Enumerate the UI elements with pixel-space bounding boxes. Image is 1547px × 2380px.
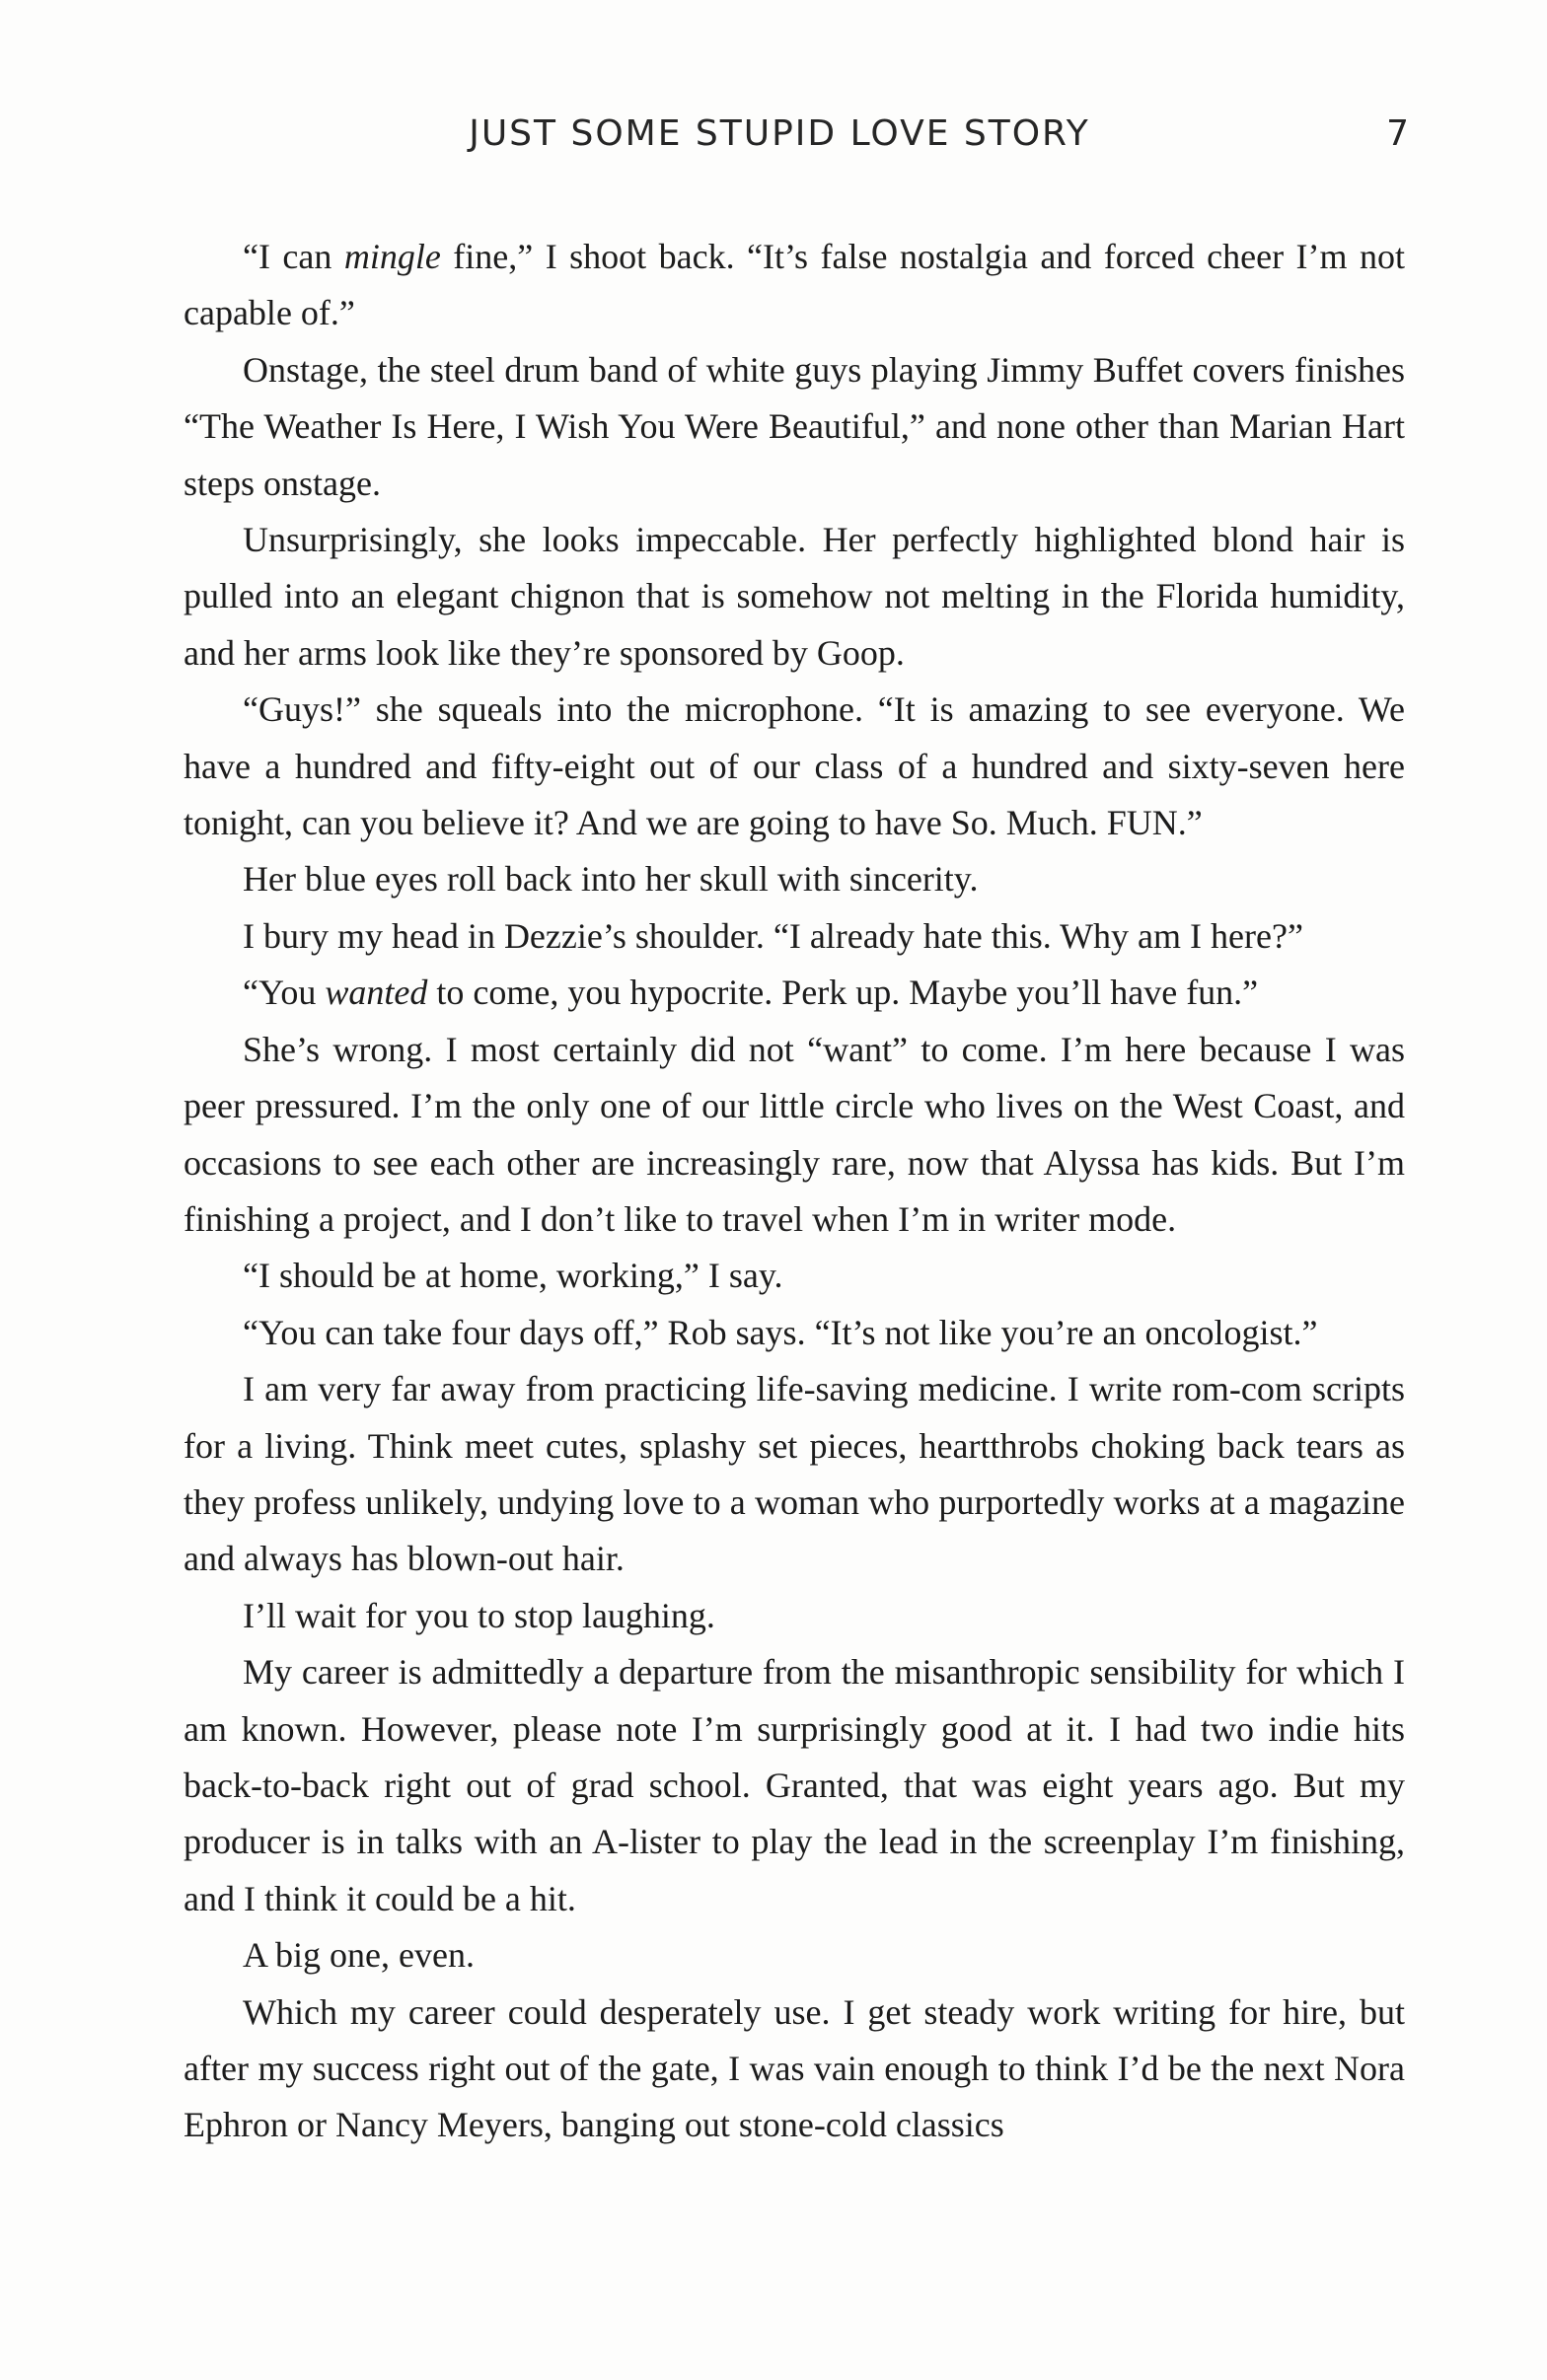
text-run: Onstage, the steel drum band of white guys playing Jimmy Buffet covers finishes “The Weather Is Here, I Wish You Were Beautiful,” and none other than Marian Hart steps onstage. bbox=[184, 349, 1405, 503]
text-run: A big one, even. bbox=[243, 1935, 475, 1976]
text-run: I’ll wait for you to stop laughing. bbox=[243, 1595, 715, 1635]
paragraph bbox=[184, 1927, 1405, 1983]
italic-text: wanted bbox=[325, 973, 428, 1013]
page-number: 7 bbox=[1386, 113, 1409, 154]
paragraph bbox=[184, 682, 1405, 851]
paragraph bbox=[184, 851, 1405, 907]
text-run: “You bbox=[243, 973, 326, 1013]
text-run: Unsurprisingly, she looks impeccable. Her perfectly highlighted blond hair is pulled into an elegant chignon that is somehow not melting in the Florida humidity, and her arms look like they’re sponsored by Goop. bbox=[184, 520, 1405, 673]
paragraph bbox=[184, 908, 1405, 965]
paragraph bbox=[184, 1644, 1405, 1927]
body-text bbox=[184, 229, 1405, 2154]
text-run: “You can take four days off,” Rob says. “It’s not like you’re an oncologist.” bbox=[243, 1312, 1318, 1352]
paragraph bbox=[184, 965, 1405, 1021]
text-run: “I should be at home, working,” I say. bbox=[243, 1256, 783, 1296]
text-run: Which my career could desperately use. I get steady work writing for hire, but after my success right out of the gate, I was vain enough to think I’d be the next Nora Ephron or Nancy Meyers, banging out stone-cold classics bbox=[184, 1991, 1405, 2145]
running-title: JUST SOME STUPID LOVE STORY bbox=[469, 113, 1090, 154]
paragraph bbox=[184, 1588, 1405, 1644]
text-run: “Guys!” she squeals into the microphone. “It is amazing to see everyone. We have a hundred and fifty-eight out of our class of a hundred and sixty-seven here tonight, can you believe it? And we are going to have So. Much. FUN.” bbox=[184, 689, 1405, 843]
text-run: I am very far away from practicing life-saving medicine. I write rom-com scripts for a living. Think meet cutes, splashy set pieces, heartthrobs choking back tears as they profess unlikely, undying love to a woman who purportedly works at a magazine and always has blown-out hair. bbox=[184, 1369, 1405, 1579]
paragraph bbox=[184, 1361, 1405, 1588]
text-run: fine,” I shoot back. “It’s false nostalgia and forced cheer I’m not capable of.” bbox=[184, 237, 1405, 333]
text-run: Her blue eyes roll back into her skull with sincerity. bbox=[243, 859, 979, 900]
text-run: to come, you hypocrite. Perk up. Maybe you’ll have fun.” bbox=[427, 973, 1259, 1013]
text-run: She’s wrong. I most certainly did not “want” to come. I’m here because I was peer pressured. I’m the only one of our little circle who lives on the West Coast, and occasions to see each other are increasingly rare, now that Alyssa has kids. But I’m finishing a project, and I don’t like to travel when I’m in writer mode. bbox=[184, 1029, 1405, 1239]
paragraph bbox=[184, 512, 1405, 682]
paragraph bbox=[184, 1984, 1405, 2154]
paragraph bbox=[184, 1022, 1405, 1249]
paragraph bbox=[184, 229, 1405, 342]
running-head bbox=[178, 107, 1409, 162]
paragraph bbox=[184, 342, 1405, 512]
text-run: “I can bbox=[243, 237, 344, 276]
text-run: I bury my head in Dezzie’s shoulder. “I already hate this. Why am I here?” bbox=[243, 915, 1303, 956]
text-run: My career is admittedly a departure from the misanthropic sensibility for which I am known. However, please note I’m surprisingly good at it. I had two indie hits back-to-back right out of grad school. Granted, that was eight years ago. But my producer is in talks with an A-lister to play the lead in the screenplay I’m finishing, and I think it could be a hit. bbox=[184, 1652, 1405, 1918]
italic-text: mingle bbox=[343, 237, 441, 276]
paragraph bbox=[184, 1248, 1405, 1304]
paragraph bbox=[184, 1305, 1405, 1361]
